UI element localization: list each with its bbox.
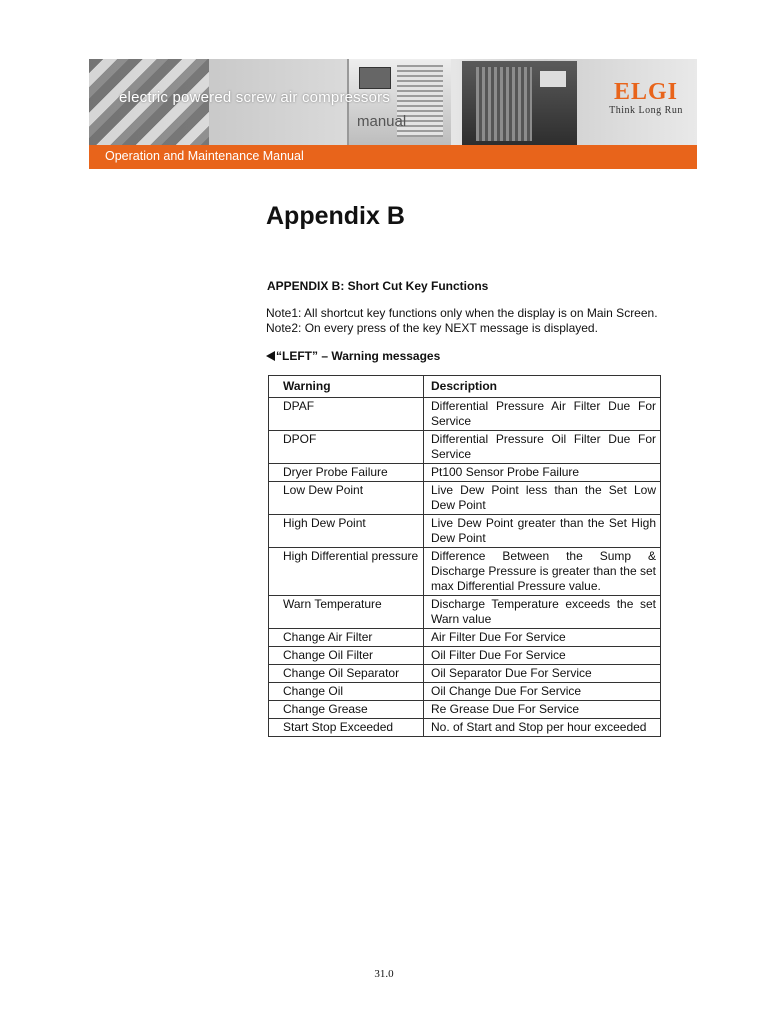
warning-cell: Change Grease <box>269 701 424 719</box>
note-2: Note2: On every press of the key NEXT message is displayed. <box>266 321 598 335</box>
banner-manual-word: manual <box>357 113 407 130</box>
table-row <box>269 665 661 683</box>
table-title-text: “LEFT” – Warning messages <box>276 349 441 363</box>
table-title <box>266 349 440 363</box>
banner-image <box>89 59 697 145</box>
warning-cell: DPOF <box>269 431 424 464</box>
description-cell: Live Dew Point greater than the Set High Dew Point <box>424 515 661 548</box>
warning-cell: Change Air Filter <box>269 629 424 647</box>
table-row <box>269 548 661 596</box>
warning-cell: Low Dew Point <box>269 482 424 515</box>
warning-cell: Change Oil Filter <box>269 647 424 665</box>
description-cell: Differential Pressure Air Filter Due For Service <box>424 398 661 431</box>
description-cell: Re Grease Due For Service <box>424 701 661 719</box>
page-number: 31.0 <box>374 968 394 980</box>
warning-cell: Warn Temperature <box>269 596 424 629</box>
header-banner <box>89 59 697 169</box>
table-row <box>269 515 661 548</box>
description-cell: Oil Filter Due For Service <box>424 647 661 665</box>
table-row <box>269 431 661 464</box>
warning-cell: High Dew Point <box>269 515 424 548</box>
warning-cell: Change Oil Separator <box>269 665 424 683</box>
description-cell: Discharge Temperature exceeds the set Warn value <box>424 596 661 629</box>
description-cell: Air Filter Due For Service <box>424 629 661 647</box>
warning-cell: Dryer Probe Failure <box>269 464 424 482</box>
logo-wordmark: ELGI <box>613 79 679 105</box>
banner-bar-text: Operation and Maintenance Manual <box>105 149 304 163</box>
banner-title-bar <box>89 145 697 169</box>
warning-messages-table <box>268 375 661 737</box>
description-cell: Difference Between the Sump & Discharge Pressure is greater than the set max Differential Pressure value. <box>424 548 661 596</box>
control-panel-image <box>359 67 391 89</box>
warning-cell: High Differential pressure <box>269 548 424 596</box>
description-cell: Live Dew Point less than the Set Low Dew Point <box>424 482 661 515</box>
description-cell: No. of Start and Stop per hour exceeded <box>424 719 661 737</box>
description-cell: Differential Pressure Oil Filter Due For Service <box>424 431 661 464</box>
warning-cell: DPAF <box>269 398 424 431</box>
table-row <box>269 683 661 701</box>
description-cell: Oil Change Due For Service <box>424 683 661 701</box>
display-panel-image <box>540 71 566 87</box>
door-image <box>476 67 532 141</box>
column-header-description: Description <box>424 376 661 398</box>
warning-cell: Change Oil <box>269 683 424 701</box>
description-cell: Oil Separator Due For Service <box>424 665 661 683</box>
page-title: Appendix B <box>266 202 405 230</box>
description-cell: Pt100 Sensor Probe Failure <box>424 464 661 482</box>
table-row <box>269 398 661 431</box>
table-row <box>269 464 661 482</box>
left-triangle-arrow-icon <box>266 351 275 361</box>
elgi-logo <box>601 79 691 116</box>
table-row <box>269 647 661 665</box>
table-header-row <box>269 376 661 398</box>
banner-tagline: electric powered screw air compressors <box>119 89 391 106</box>
table-row <box>269 701 661 719</box>
compressor-open-image <box>462 61 577 145</box>
column-header-warning: Warning <box>269 376 424 398</box>
table-row <box>269 596 661 629</box>
table-row <box>269 482 661 515</box>
section-subheading: APPENDIX B: Short Cut Key Functions <box>267 279 489 293</box>
note-1: Note1: All shortcut key functions only when the display is on Main Screen. <box>266 306 658 320</box>
warning-cell: Start Stop Exceeded <box>269 719 424 737</box>
table-row <box>269 629 661 647</box>
table-row <box>269 719 661 737</box>
logo-tagline: Think Long Run <box>609 105 683 116</box>
